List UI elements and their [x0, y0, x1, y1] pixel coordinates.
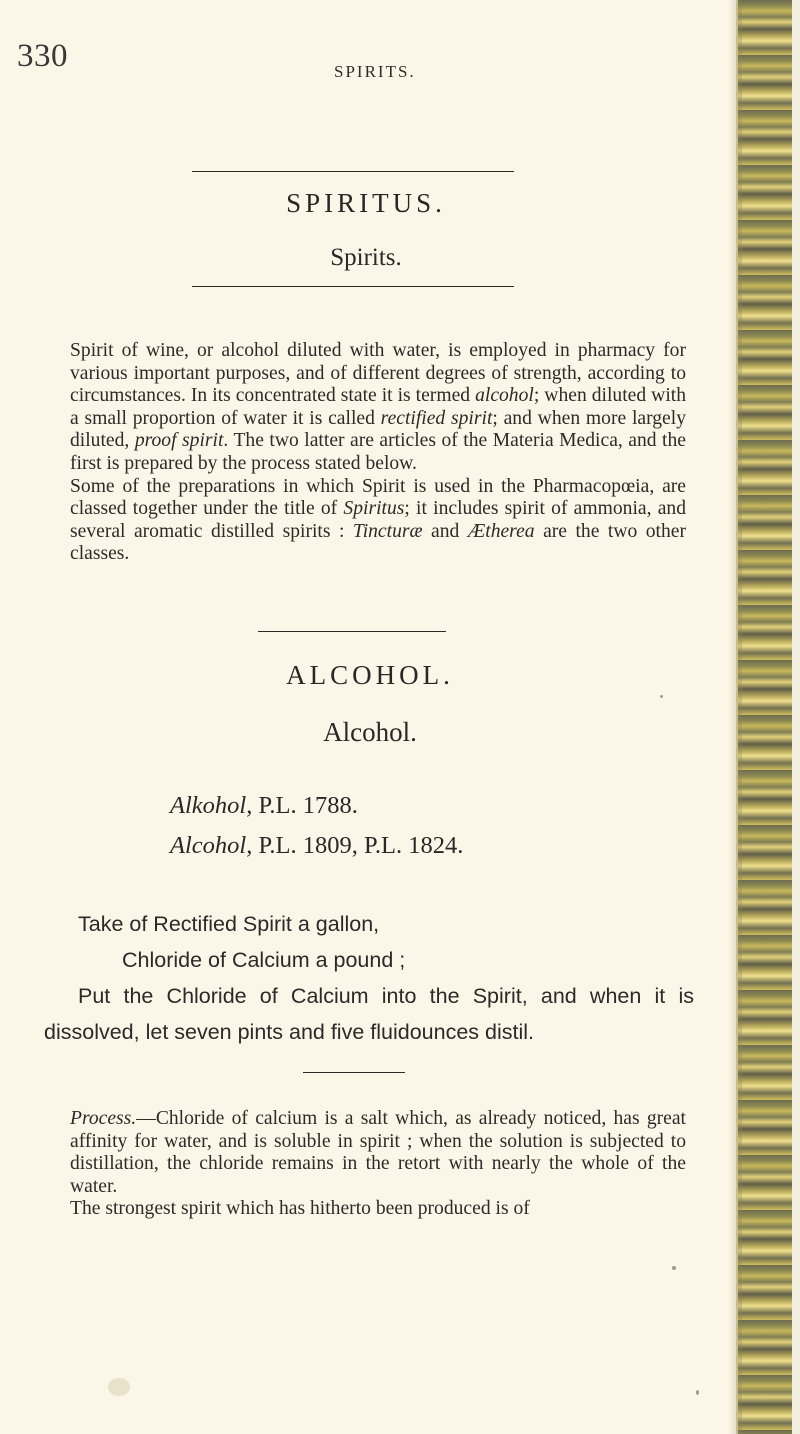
synonym-line-2 — [170, 828, 463, 864]
synonym-name: Alkohol, — [170, 792, 253, 819]
synonym-name: Alcohol, — [170, 832, 253, 859]
text-run: Some of the preparations in which Spirit is used in the Pharmacopœia, are classed together under the title of — [70, 475, 686, 520]
italic-term: Tincturæ — [352, 520, 423, 542]
italic-term: proof spirit — [134, 430, 224, 452]
text-run: ; and when more largely diluted, — [70, 407, 686, 452]
top-rule — [192, 171, 514, 172]
paper-stain — [108, 1378, 130, 1396]
page-edge-strip — [792, 0, 800, 1434]
alcohol-title: ALCOHOL. — [286, 660, 454, 690]
synonym-ref: P.L. 1788. — [252, 792, 358, 819]
process-paragraph — [50, 1108, 686, 1198]
recipe-line-1: Take of Rectified Spirit a gallon, — [78, 912, 380, 936]
ink-speck — [696, 1390, 699, 1395]
italic-term: Spiritus — [343, 498, 405, 520]
recipe-block — [44, 906, 694, 1050]
spiritus-paragraph-1 — [50, 340, 686, 476]
alcohol-subtitle: Alcohol. — [323, 717, 417, 747]
process-rule — [303, 1072, 405, 1073]
text-run: . The two latter are articles of the Materia Medica, and the first is prepared by the process stated below. — [70, 430, 686, 474]
spiritus-rule — [192, 286, 514, 287]
running-head: SPIRITS. — [334, 62, 416, 81]
recipe-line-2: Chloride of Calcium a pound ; — [122, 948, 406, 972]
alcohol-rule-top — [258, 631, 446, 632]
recipe-line-3: Put the Chloride of Calcium into the Spirit, and when it is dissolved, let seven pints and five fluidounces distil. — [44, 984, 694, 1044]
text-run: and — [422, 520, 468, 542]
text-run: ; when diluted with a small proportion of water it is called — [70, 385, 686, 429]
italic-term: rectified spirit — [380, 407, 493, 429]
spiritus-body — [50, 340, 686, 566]
ink-speck — [672, 1266, 676, 1270]
text-run: are the two other classes. — [70, 520, 686, 565]
process-body — [50, 1108, 686, 1221]
process-label: Process. — [70, 1108, 137, 1129]
ink-speck — [660, 695, 663, 698]
spiritus-paragraph-2 — [50, 476, 686, 566]
text-run: ; it includes spirit of ammonia, and several aromatic distilled spirits : — [70, 498, 686, 542]
synonym-line-1 — [170, 788, 358, 824]
italic-term: alcohol — [475, 385, 534, 407]
last-line: The strongest spirit which has hitherto been produced is of — [70, 1198, 530, 1220]
spiritus-subtitle: Spirits. — [330, 244, 402, 271]
text-run: Spirit of wine, or alcohol diluted with water, is employed in pharmacy for various important purposes, and of different degrees of strength, according to circumstances. In its concentrated state it is termed — [70, 340, 686, 407]
synonym-ref: P.L. 1809, P.L. 1824. — [252, 832, 464, 859]
text-run: —Chloride of calcium is a salt which, as already noticed, has great affinity for water, and is soluble in spirit ; when the solution is subjected to distillation, the chloride remains in the retort with nearly the whole of the water. — [70, 1108, 686, 1197]
spiritus-title: SPIRITUS. — [286, 188, 446, 218]
italic-term: Ætherea — [467, 520, 535, 542]
page-number: 330 — [17, 38, 68, 74]
